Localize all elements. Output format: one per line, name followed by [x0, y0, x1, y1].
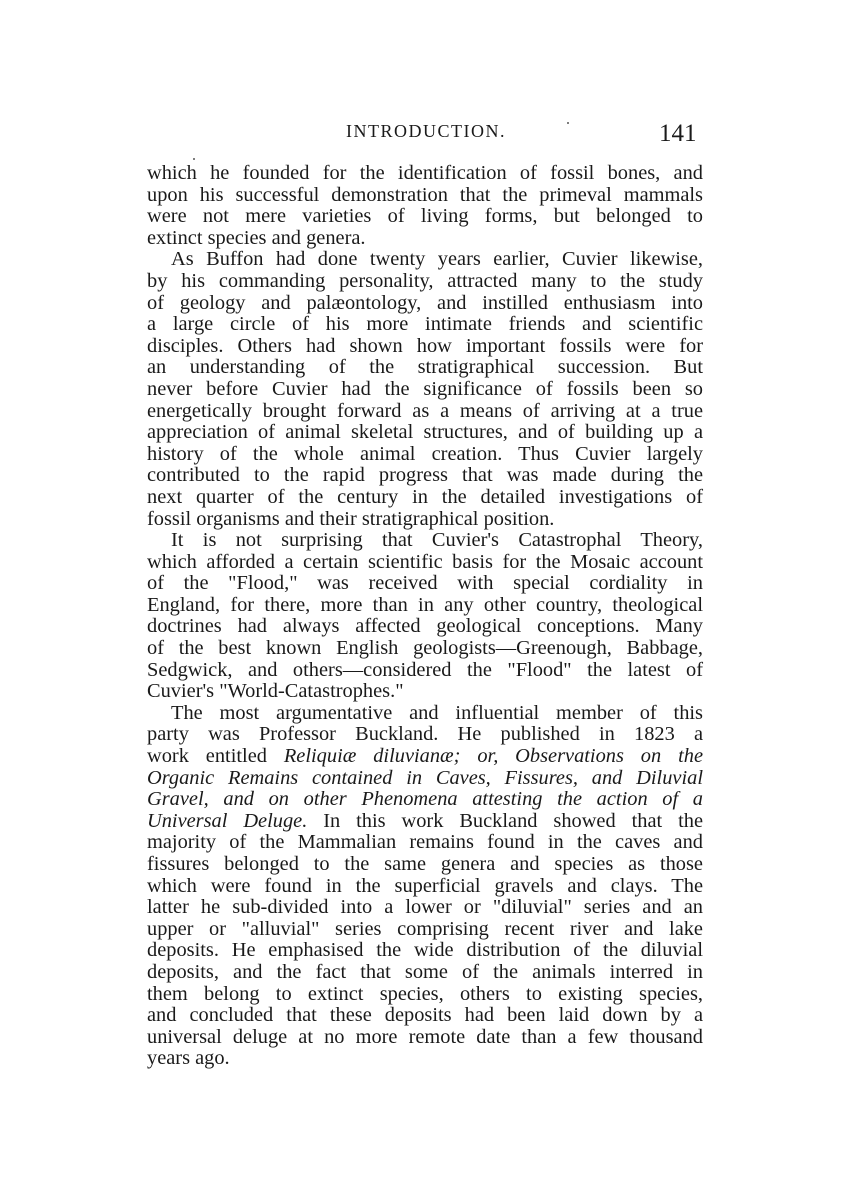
italic-title: Gravel, and on other Phenomena attesting the action of a: [147, 788, 703, 811]
text-line: deposits, and the fact that some of the animals interred in: [147, 960, 703, 983]
text-line: them belong to extinct species, others to existing species,: [147, 982, 703, 1005]
text-line: [147, 768, 703, 790]
paragraph-start-line: The most argumentative and influential member of this: [171, 701, 703, 724]
running-head: INTRODUCTION.: [346, 121, 506, 141]
text-line: next quarter of the century in the detailed investigations of: [147, 485, 703, 508]
italic-title: Universal Deluge.: [147, 809, 308, 832]
text-line: of the best known English geologists—Greenough, Babbage,: [147, 637, 703, 660]
text-line: fossil organisms and their stratigraphical position.: [147, 507, 555, 530]
text-line: which were found in the superficial gravels and clays. The: [147, 874, 703, 897]
print-speck: [567, 122, 569, 124]
paragraph-start-line: As Buffon had done twenty years earlier, Cuvier likewise,: [171, 248, 703, 271]
text-line: [147, 789, 703, 811]
text-line: of the "Flood," was received with special cordiality in: [147, 572, 703, 595]
text-line: and concluded that these deposits had been laid down by a: [147, 1004, 703, 1027]
italic-title: Organic Remains contained in Caves, Fissures, and Diluvial: [147, 766, 703, 789]
text-line: by his commanding personality, attracted many to the study: [147, 269, 703, 292]
text-line: [147, 746, 703, 768]
italic-title: Reliquiæ diluvianæ; or, Observations on the: [283, 745, 703, 768]
text-line: upper or "alluvial" series comprising recent river and lake: [147, 917, 703, 940]
text-line: England, for there, more than in any other country, theological: [147, 593, 703, 616]
text-line: fissures belonged to the same genera and species as those: [147, 853, 703, 875]
text-line: years ago.: [147, 1047, 230, 1070]
text-line: which he founded for the identification of fossil bones, and: [147, 162, 703, 184]
text-line: extinct species and genera.: [147, 226, 366, 249]
text-line: upon his successful demonstration that the primeval mammals: [147, 183, 703, 206]
text-line: of geology and palæontology, and instilled enthusiasm into: [147, 291, 703, 314]
text-line: doctrines had always affected geological conceptions. Many: [147, 615, 703, 638]
text-line: which afforded a certain scientific basis for the Mosaic account: [147, 550, 703, 573]
text-line: disciples. Others had shown how important fossils were for: [147, 334, 703, 357]
body-text: [147, 163, 703, 1070]
page-number: 141: [659, 120, 697, 147]
text-line: an understanding of the stratigraphical succession. But: [147, 356, 703, 379]
text-line: Cuvier's "World-Catastrophes.": [147, 680, 404, 703]
text-line: latter he sub-divided into a lower or "diluvial" series and an: [147, 896, 703, 919]
text-fragment: work entitled: [147, 745, 284, 768]
text-line: history of the whole animal creation. Thus Cuvier largely: [147, 442, 703, 465]
text-line: were not mere varieties of living forms, but belonged to: [147, 205, 703, 228]
text-fragment: In this work Buckland showed that the: [307, 809, 703, 832]
text-line: universal deluge at no more remote date than a few thousand: [147, 1025, 703, 1048]
print-speck: [193, 158, 195, 160]
text-line: energetically brought forward as a means of arriving at a true: [147, 399, 703, 422]
text-line: Sedgwick, and others—considered the "Flood" the latest of: [147, 658, 703, 681]
text-line: [147, 811, 703, 833]
text-line: deposits. He emphasised the wide distribution of the diluvial: [147, 939, 703, 962]
text-line: a large circle of his more intimate friends and scientific: [147, 313, 703, 336]
text-line: never before Cuvier had the significance of fossils been so: [147, 377, 703, 400]
text-line: party was Professor Buckland. He published in 1823 a: [147, 723, 703, 746]
text-line: contributed to the rapid progress that was made during the: [147, 464, 703, 487]
text-line: appreciation of animal skeletal structures, and of building up a: [147, 421, 703, 444]
paragraph-start-line: It is not surprising that Cuvier's Catastrophal Theory,: [171, 529, 703, 552]
text-line: majority of the Mammalian remains found in the caves and: [147, 831, 703, 854]
